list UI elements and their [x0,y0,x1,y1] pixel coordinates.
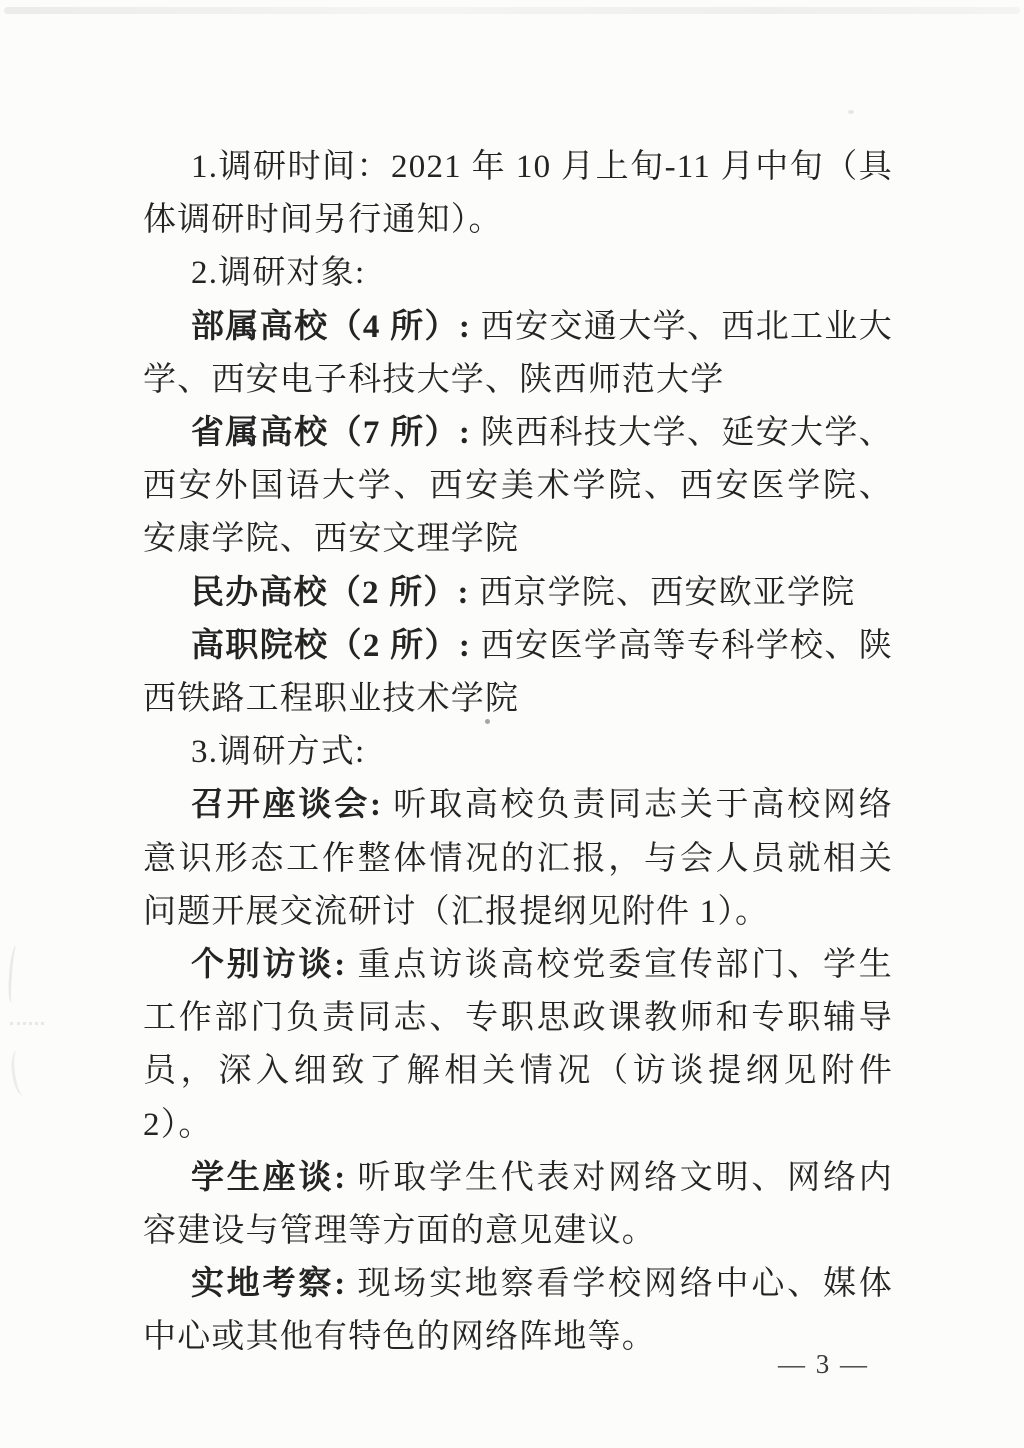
paragraph-research-subjects-heading [143,247,893,300]
paragraph-text: 陕西科技大学、延安大学、西安外国语大学、西安美术学院、西安医学院、安康学院、西安文理学院 [143,415,893,558]
paragraph-research-methods-heading [143,726,893,779]
paragraph-text: 西安交通大学、西北工业大学、西安电子科技大学、陕西师范大学 [143,308,893,398]
paragraph-text: 1.调研时间：2021 年 10 月上旬-11 月中旬（具体调研时间另行通知）。 [143,149,893,239]
scan-edge-artifact [4,7,1020,14]
paragraph-text: 现场实地察看学校网络中心、媒体中心或其他有特色的网络阵地等。 [143,1266,893,1356]
paragraph-text: 重点访谈高校党委宣传部门、学生工作部门负责同志、专职思政课教师和专职辅导员，深入细致了解相关情况（访谈提纲见附件 2）。 [143,947,893,1143]
paragraph-provincial-universities [143,407,893,567]
paragraph-research-time [143,141,893,247]
document-body [143,141,893,1365]
paragraph-lead: 实地考察: [191,1266,347,1303]
paragraph-lead: 高职院校（2 所）: [191,627,472,664]
paragraph-symposium [143,779,893,939]
paragraph-lead: 省属高校（7 所）: [191,415,472,452]
page-number: — 3 — [778,1349,869,1379]
scan-smudge [7,945,21,1004]
paragraph-text: 听取学生代表对网络文明、网络内容建设与管理等方面的意见建议。 [143,1159,893,1250]
paragraph-ministry-universities [143,301,893,407]
paragraph-vocational-colleges [143,620,893,726]
paragraph-text: 3.调研方式: [191,734,366,771]
paragraph-lead: 民办高校（2 所）: [191,574,470,611]
paragraph-text: 2.调研对象: [191,255,366,292]
paragraph-text: 听取高校负责同志关于高校网络意识形态工作整体情况的汇报，与会人员就相关问题开展交流研讨（汇报提纲见附件 1）。 [143,787,893,930]
paragraph-private-universities [143,567,893,620]
paragraph-lead: 个别访谈: [191,947,347,984]
paragraph-individual-interviews [143,939,893,1152]
scan-smudge [9,1049,32,1097]
paragraph-text: 西京学院、西安欧亚学院 [479,574,856,611]
paragraph-lead: 学生座谈: [191,1159,347,1196]
paragraph-text: 西安医学高等专科学校、陕西铁路工程职业技术学院 [143,627,893,718]
scan-smudge [10,1008,44,1025]
paragraph-student-discussion [143,1152,893,1258]
scan-speck [848,110,854,114]
paragraph-lead: 召开座谈会: [191,787,383,824]
paragraph-lead: 部属高校（4 所）: [191,308,472,345]
